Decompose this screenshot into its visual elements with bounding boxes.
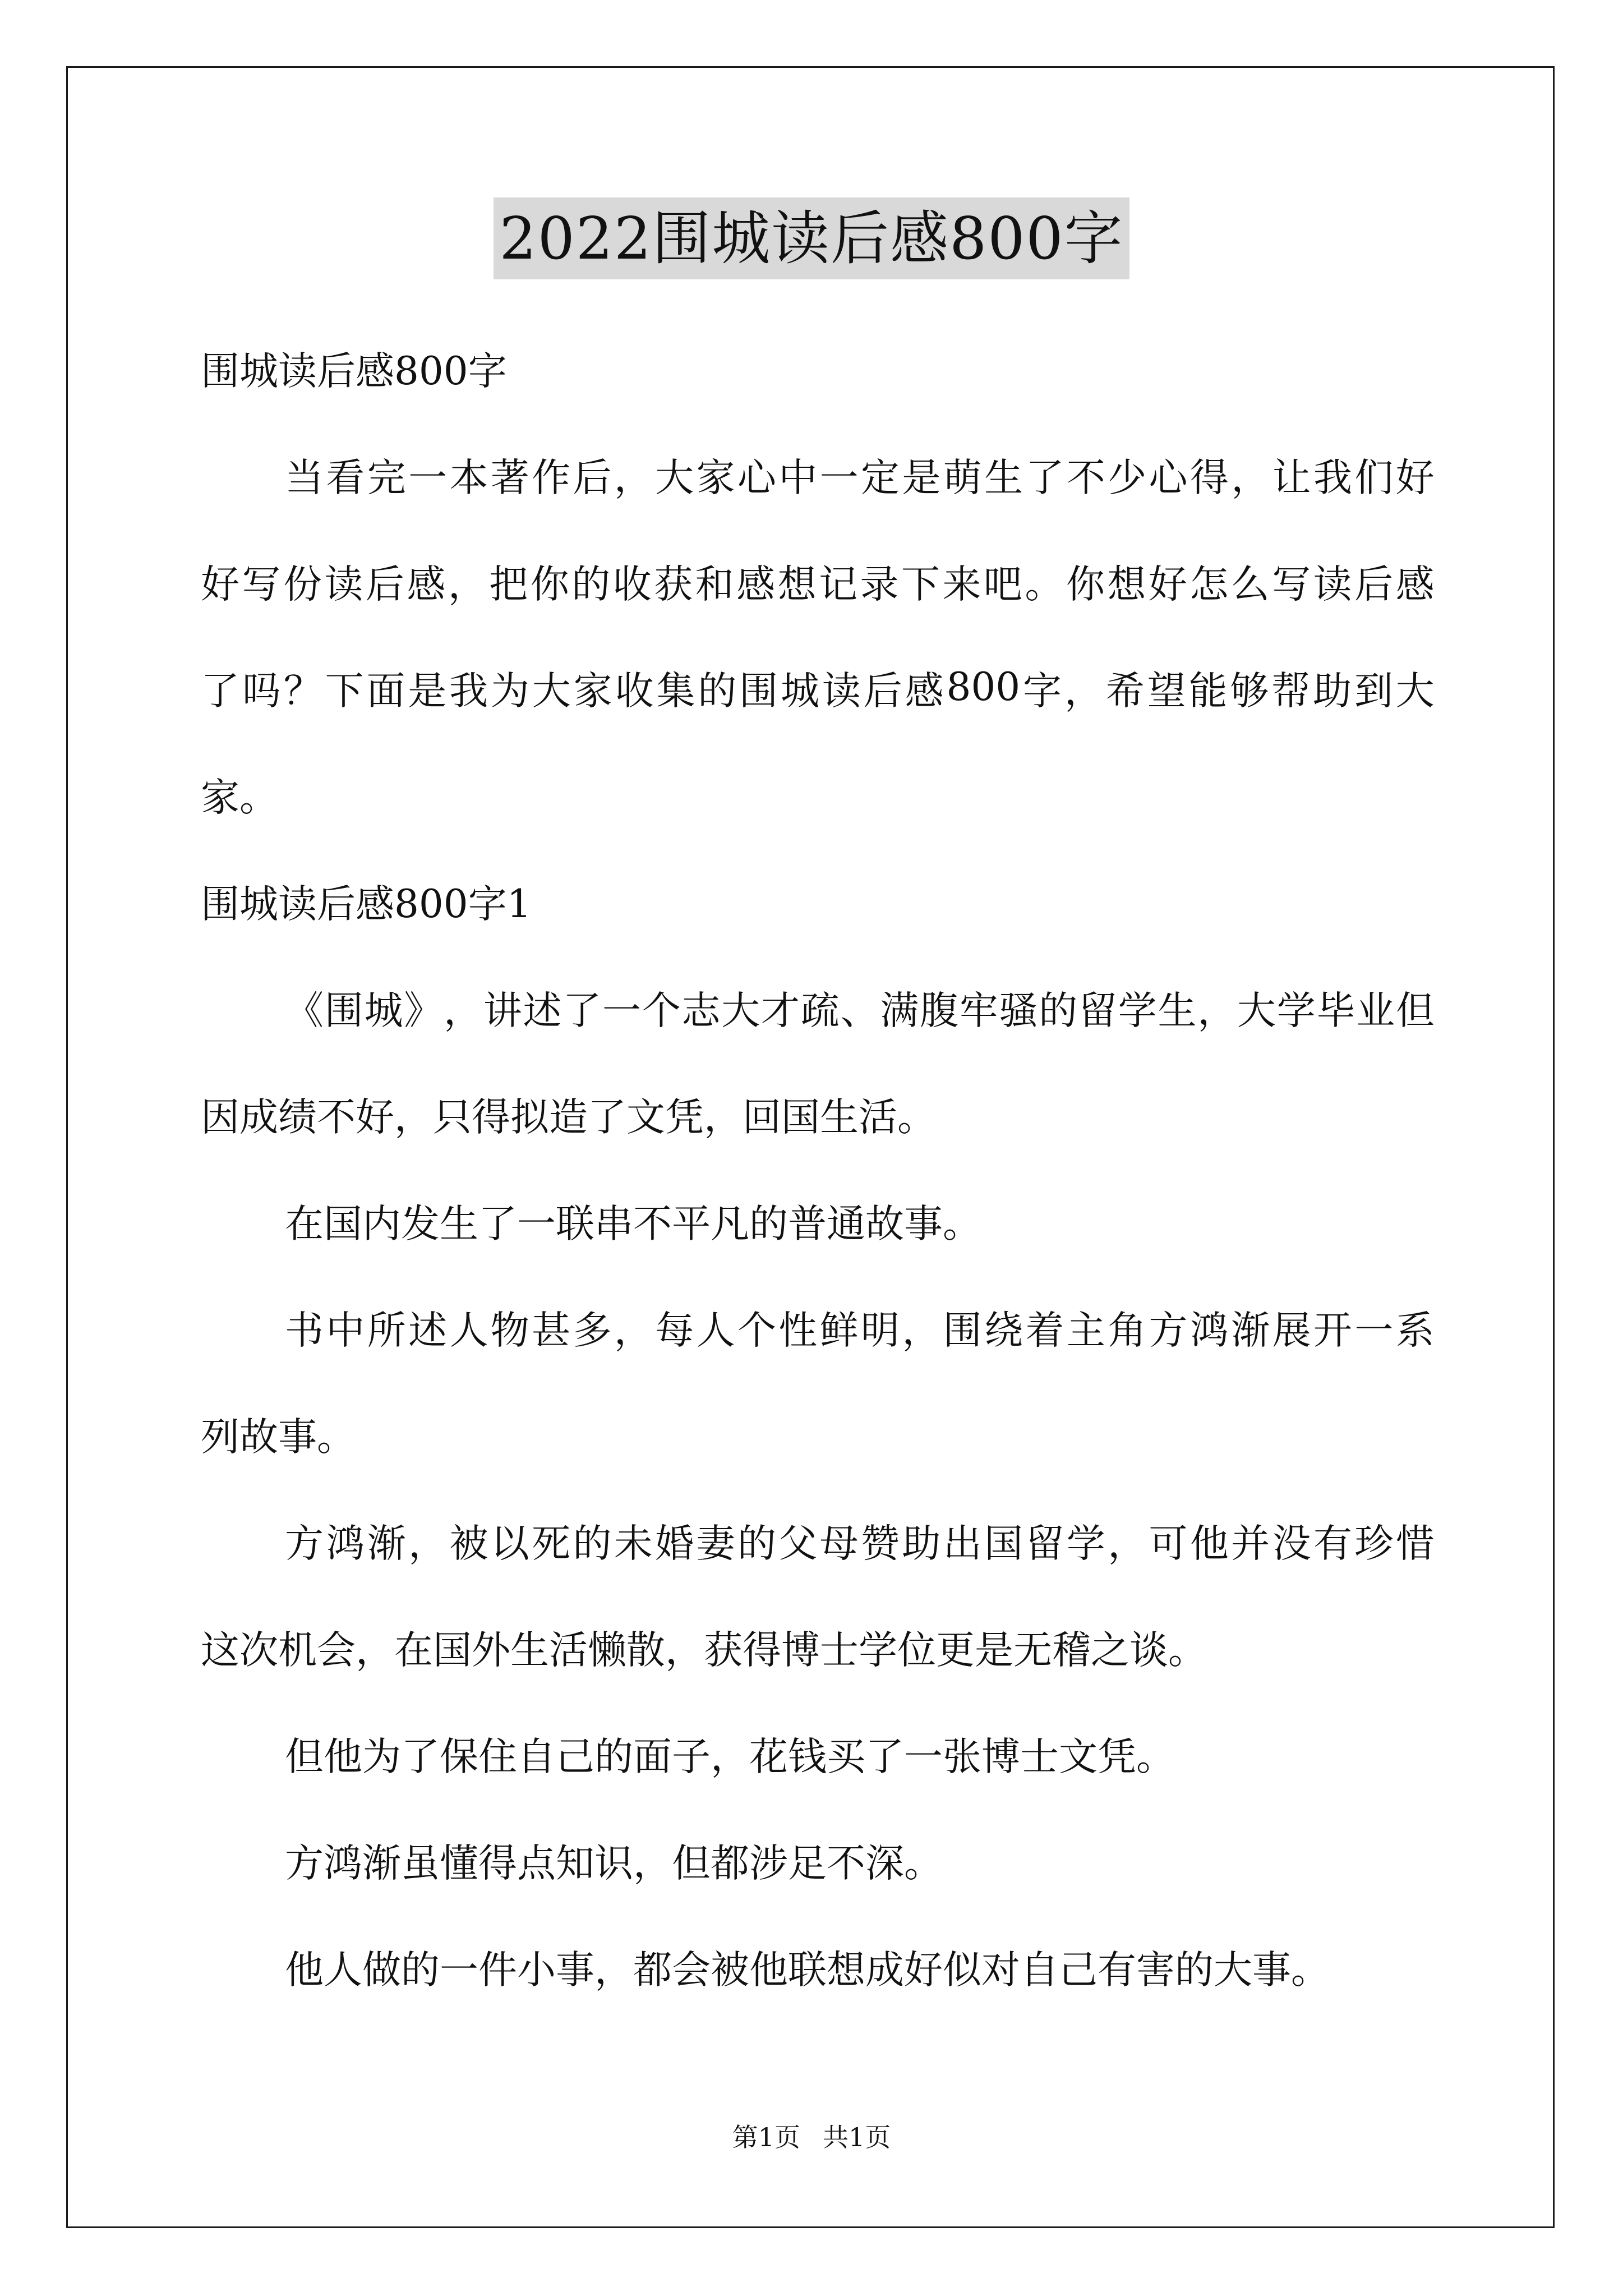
intro-line-4: 家。 [201, 775, 278, 820]
intro-line-3: 了 吗 ？ 下 面 是 我 为 大 家 收 集 的 围 城 读 后 感 800 字 ， 希 望 能 够 帮 助 到 大 [201, 665, 1435, 714]
paragraph-line: 这次机会，在国外生活懒散，获得博士学位更是无稽之谈。 [201, 1627, 1207, 1673]
paragraph-line: 他人做的一件小事，都会被他联想成好似对自己有害的大事。 [285, 1947, 1330, 1993]
paragraph-line: 方鸿渐虽懂得点知识，但都涉足不深。 [285, 1841, 943, 1886]
paragraph-line: 列故事。 [201, 1414, 356, 1460]
page-number-current: 第1页 [732, 2122, 800, 2152]
paragraph-line: 书 中 所 述 人 物 甚 多 ， 每 人 个 性 鲜 明 ， 围 绕 着 主 角 方 鸿 渐 展 开 一 系 [285, 1308, 1435, 1353]
title-container [0, 197, 1623, 279]
section-heading: 围城读后感800字1 [201, 881, 532, 927]
paragraph-line: 因成绩不好，只得拟造了文凭，回国生活。 [201, 1094, 936, 1140]
paragraph-line: 《 围 城 》 ， 讲 述 了 一 个 志 大 才 疏 、 满 腹 牢 骚 的 留 学 生 ， 大 学 毕 业 但 [285, 988, 1435, 1033]
document-body [201, 314, 1435, 2019]
intro-line-1: 当 看 完 一 本 著 作 后 ， 大 家 心 中 一 定 是 萌 生 了 不 少 心 得 ， 让 我 们 好 [285, 455, 1435, 500]
paragraph-line: 方 鸿 渐 ， 被 以 死 的 未 婚 妻 的 父 母 赞 助 出 国 留 学 ， 可 他 并 没 有 珍 惜 [285, 1521, 1435, 1566]
page-footer [0, 2122, 1623, 2153]
subtitle: 围城读后感800字 [201, 348, 507, 394]
intro-line-2: 好 写 份 读 后 感 ， 把 你 的 收 获 和 感 想 记 录 下 来 吧 。 你 想 好 怎 么 写 读 后 感 [201, 562, 1435, 607]
page-number-total: 共1页 [823, 2122, 891, 2152]
paragraph-line: 但他为了保住自己的面子，花钱买了一张博士文凭。 [285, 1734, 1175, 1779]
paragraph-line: 在国内发生了一联串不平凡的普通故事。 [285, 1201, 981, 1246]
document-title: 2022围城读后感800字 [494, 197, 1129, 279]
